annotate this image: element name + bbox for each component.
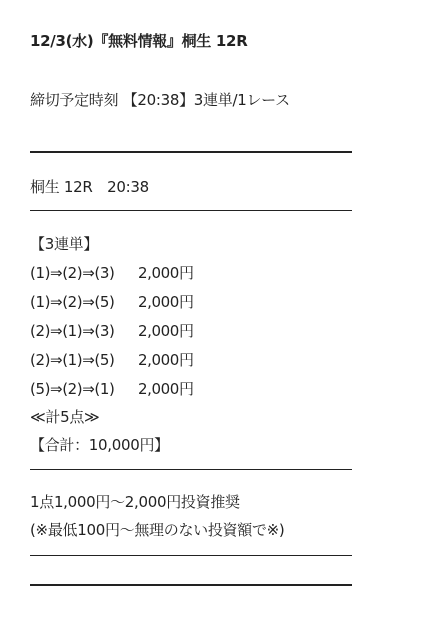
bet-amount: 2,000円: [138, 380, 194, 398]
bet-row: [30, 291, 194, 312]
bet-amount: 2,000円: [138, 322, 194, 340]
bet-combination: (1)⇒(2)⇒(5): [30, 293, 115, 311]
divider: [30, 210, 352, 211]
bet-combination: (1)⇒(2)⇒(3): [30, 264, 115, 282]
deadline-text: 締切予定時刻 【20:38】3連単/1レース: [30, 91, 290, 109]
bet-amount: 2,000円: [138, 264, 194, 282]
bet-amount: 2,000円: [138, 293, 194, 311]
total-amount: 【合計：10,000円】: [30, 436, 169, 454]
bet-row: [30, 262, 194, 283]
race-info: 桐生 12R 20:38: [30, 178, 149, 196]
bet-combination: (2)⇒(1)⇒(5): [30, 351, 115, 369]
divider: [30, 469, 352, 470]
divider: [30, 151, 352, 153]
divider: [30, 584, 352, 586]
page-title: 12/3(水)『無料情報』桐生 12R: [30, 32, 248, 50]
investment-recommendation: 1点1,000円～2,000円投資推奨: [30, 493, 240, 511]
bet-combination: (5)⇒(2)⇒(1): [30, 380, 115, 398]
bet-amount: 2,000円: [138, 351, 194, 369]
bet-combination: (2)⇒(1)⇒(3): [30, 322, 115, 340]
point-count: ≪計5点≫: [30, 408, 100, 426]
investment-note: (※最低100円～無理のない投資額で※): [30, 521, 285, 539]
bet-row: [30, 378, 194, 399]
bet-type-label: 【3連単】: [30, 235, 99, 253]
bet-row: [30, 349, 194, 370]
bet-row: [30, 320, 194, 341]
divider: [30, 555, 352, 556]
